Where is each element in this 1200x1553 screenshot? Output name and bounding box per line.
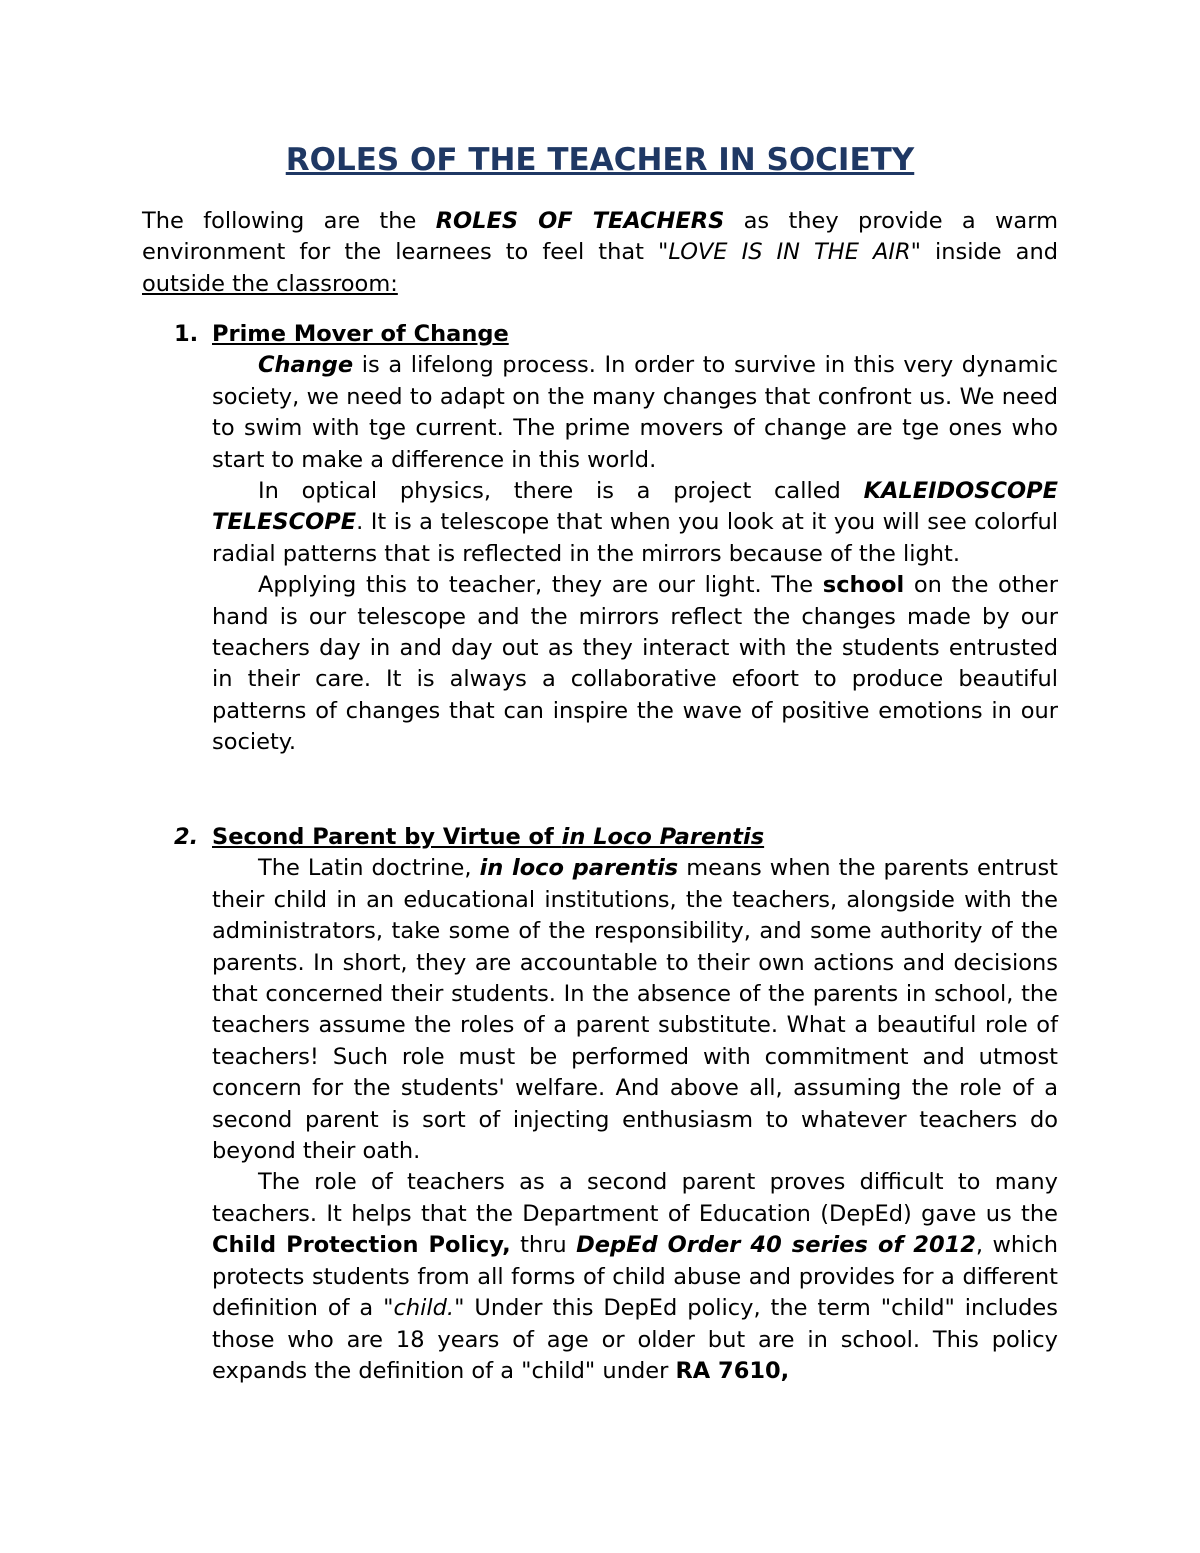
paragraph-text: The role of teachers as a second parent proves difficult to many teachers. It helps that the Department of Education (DepEd) gave us the	[212, 1169, 1058, 1227]
emphasis-school: school	[822, 572, 905, 599]
emphasis-deped-order: DepEd Order 40 series of 2012	[576, 1232, 976, 1259]
section-second-parent	[174, 822, 1059, 1387]
paragraph-text: , which protects students from all forms of child abuse and provides for a different definition of a "	[212, 1232, 1059, 1322]
paragraph-text: In optical physics, there is a project called	[258, 478, 864, 505]
emphasis-kaleidoscope: KALEIDOSCOPE TELESCOPE	[212, 478, 1058, 536]
section-paragraph	[212, 1167, 1058, 1387]
section-heading	[174, 319, 1058, 350]
emphasis-change: Change	[258, 352, 354, 379]
paragraph-text: on the other hand is our telescope and the mirrors reflect the changes made by our teachers day in and day out as they interact with the students entrusted in their care. It is always a collaborative efoort to produce beautiful patterns of changes that can inspire the wave of positive emotions in our society.	[212, 572, 1058, 756]
intro-text: " inside and	[910, 239, 1058, 266]
paragraph-text: The Latin doctrine,	[258, 855, 480, 882]
section-paragraph	[212, 476, 1058, 570]
intro-underlined-text: outside the classroom:	[142, 270, 398, 297]
section-paragraph	[212, 570, 1058, 758]
section-number: 1.	[174, 321, 199, 347]
paragraph-text: thru	[510, 1232, 577, 1259]
intro-paragraph	[142, 206, 1058, 300]
section-prime-mover	[174, 319, 1058, 759]
intro-text: The following are the	[142, 208, 436, 234]
page-title: ROLES OF THE TEACHER IN SOCIETY	[285, 142, 915, 178]
section-heading-latin: in Loco Parentis	[561, 824, 765, 850]
emphasis-child: child.	[393, 1295, 455, 1322]
paragraph-text: " Under this DepEd policy, the term "child" includes those who are 18 years of age or older but are in school. This policy expands the definition of a "child" under	[212, 1295, 1058, 1384]
paragraph-text: means when the parents entrust their child in an educational institutions, the teachers, alongside with the administrators, take some of the responsibility, and some authority of the parents. In short, they are accountable to their own actions and decisions that concerned their students. In the absence of the parents in school, the teachers assume the roles of a parent substitute. What a beautiful role of teachers! Such role must be performed with commitment and utmost concern for the students' welfare. And above all, assuming the role of a second parent is sort of injecting enthusiasm to whatever teachers do beyond their oath.	[212, 855, 1059, 1165]
intro-emphasis-roles: ROLES OF TEACHERS	[435, 208, 725, 234]
emphasis-latin-doctrine: in loco parentis	[479, 855, 679, 882]
emphasis-ra: RA 7610,	[675, 1357, 790, 1384]
section-heading	[174, 822, 1058, 853]
paragraph-text: is a lifelong process. In order to survive in this very dynamic society, we need to adapt on the many changes that confront us. We need to swim with tge current. The prime movers of change are tge ones who start to make a difference in this world.	[212, 352, 1058, 473]
section-heading-text: Prime Mover of Change	[212, 321, 509, 347]
section-heading-text: Second Parent by Virtue of	[212, 824, 562, 850]
section-paragraph	[212, 853, 1058, 1167]
section-number: 2.	[174, 824, 199, 850]
paragraph-text: Applying this to teacher, they are our light. The	[258, 572, 823, 599]
intro-text: as they provide a warm environment for the learnees to feel that "	[142, 208, 1058, 266]
emphasis-policy: Child Protection Policy,	[212, 1232, 511, 1259]
paragraph-text: . It is a telescope that when you look at it you will see colorful radial patterns that is reflected in the mirrors because of the light.	[212, 509, 1058, 567]
section-paragraph	[212, 350, 1058, 476]
intro-emphasis-love: LOVE IS IN THE AIR	[668, 239, 911, 266]
